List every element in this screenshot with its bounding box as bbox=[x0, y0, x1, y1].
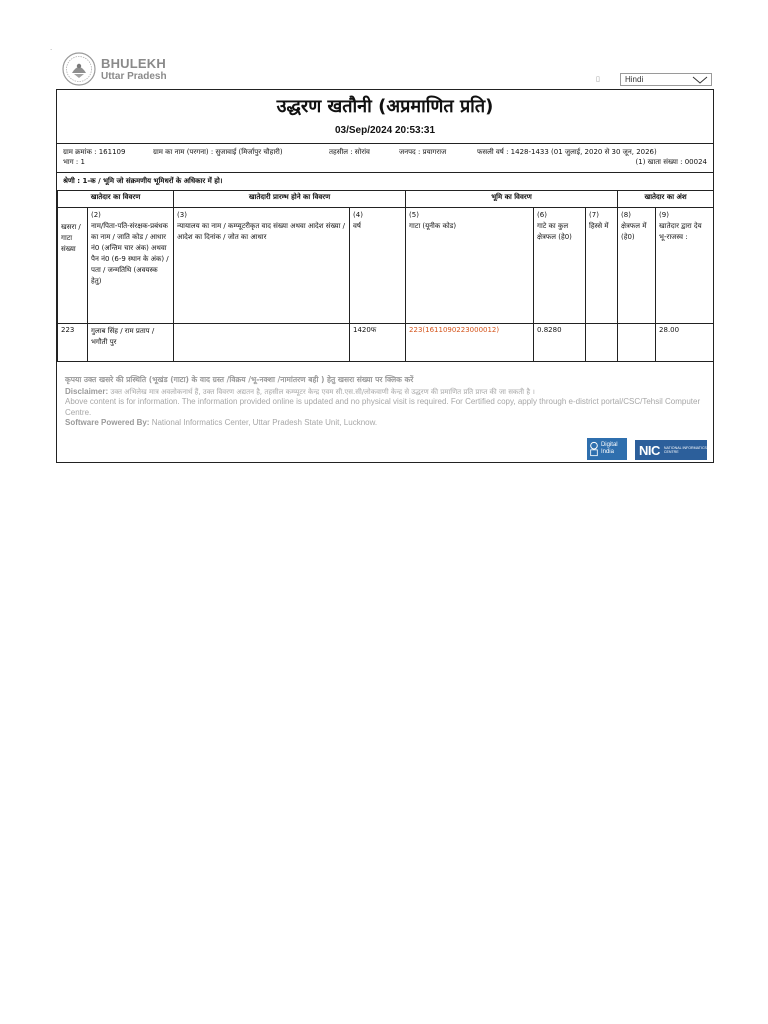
cell-rajasv: 28.00 bbox=[656, 324, 714, 362]
language-select[interactable] bbox=[620, 73, 712, 86]
up-emblem-icon bbox=[62, 52, 96, 86]
document-datetime: 03/Sep/2024 20:53:31 bbox=[334, 125, 436, 136]
group-header-ansh: खातेदार का अंश bbox=[618, 191, 714, 208]
khata-sankhya: (1) खाता संख्या : 00024 bbox=[635, 158, 707, 166]
cell-hissa bbox=[586, 324, 618, 362]
col-header-rajasv: (9) खातेदार द्वारा देय भू-राजस्व : bbox=[656, 208, 714, 324]
group-header-bhumi: भूमि का विवरण bbox=[406, 191, 618, 208]
col-header-naam: (2) नाम/पिता-पति-संरक्षक-प्रबंधक का नाम / जाति कोड / आधार नं0 (अन्तिम चार अंक) अथवा पैन नं0 (6-9 स्थान के अंक) / पता / जन्मतिथि (अवयस्क हेतु) bbox=[88, 208, 174, 324]
cell-nyayalay bbox=[174, 324, 350, 362]
col-header-kshetrafal: (6) गाटे का कुल क्षेत्रफल (हे0) bbox=[534, 208, 586, 324]
col-header-khasra: खसरा / गाटा संख्या bbox=[58, 208, 88, 324]
chevron-down-icon bbox=[692, 76, 708, 84]
gata-link[interactable]: 223(1611090223000012) bbox=[406, 324, 534, 362]
janpad: जनपद : प्रयागराज bbox=[399, 148, 447, 156]
disclaimer-hindi bbox=[65, 387, 705, 398]
digital-india-icon bbox=[589, 440, 599, 458]
footer-notes bbox=[65, 375, 705, 429]
col-header-hissa: (7) हिस्से में bbox=[586, 208, 618, 324]
col-header-gata: (5) गाटा (यूनीक कोड) bbox=[406, 208, 534, 324]
cell-kshetrafal: 0.8280 bbox=[534, 324, 586, 362]
khatauni-table bbox=[57, 190, 714, 362]
powered-label: Software Powered By: bbox=[65, 418, 150, 427]
col-header-varsh: (4) वर्ष bbox=[350, 208, 406, 324]
digital-india-text: Digital India bbox=[600, 442, 618, 455]
stray-dot: . bbox=[50, 44, 53, 52]
brand-state: Uttar Pradesh bbox=[101, 70, 167, 82]
cell-varsh: 1420फ bbox=[350, 324, 406, 362]
khatauni-document bbox=[56, 89, 714, 463]
nic-logo[interactable] bbox=[635, 440, 707, 460]
group-header-khatedari: खातेदारी प्रारम्भ होने का विवरण bbox=[174, 191, 406, 208]
brand-name: BHULEKH bbox=[101, 55, 166, 71]
divider bbox=[57, 172, 713, 173]
site-logo[interactable] bbox=[62, 52, 167, 86]
tehsil: तहसील : सोरांव bbox=[329, 148, 370, 156]
document-title: उद्धरण खतौनी (अप्रमाणित प्रति) bbox=[276, 96, 494, 117]
divider bbox=[57, 143, 713, 144]
powered-text: National Informatics Center, Uttar Pradesh State Unit, Lucknow. bbox=[151, 418, 378, 427]
cell-khasra: 223 bbox=[58, 324, 88, 362]
fasli-varsh: फसली वर्ष : 1428-1433 (01 जुलाई, 2020 से 30 जून, 2026) bbox=[477, 148, 657, 156]
disclaimer-hindi-text: उक्त अभिलेख मात्र अवलोकनार्थ हैं, उक्त विवरण अद्यतन है, तहसील कम्प्यूटर केन्द्र एवम सी.एस.सी/लोकवाणी केन्द्र से उद्धरण की प्रमाणित प्रति प्राप्त की जा सकती है । bbox=[110, 387, 535, 396]
nic-subtext: NATIONAL INFORMATICS CENTRE bbox=[663, 446, 707, 454]
col-header-kshetrafal-hissa: (8) क्षेत्रफल में (हे0) bbox=[618, 208, 656, 324]
khasra-click-note: कृपया उक्त खसरे की प्रस्थिति (भूखंड (गाटा) के वाद ग्रस्त /विक्रय /भू-नक्शा /नामांतरण बही ) हेतु खसरा संख्या पर क्लिक करें bbox=[65, 375, 414, 384]
powered-by bbox=[65, 418, 705, 429]
group-header-khatedar: खातेदार का विवरण bbox=[58, 191, 174, 208]
cell-kshetrafal-hissa bbox=[618, 324, 656, 362]
language-selected-value: Hindi bbox=[625, 75, 644, 84]
language-icon: ▯ bbox=[596, 75, 600, 83]
table-row bbox=[58, 324, 714, 362]
col-header-nyayalay: (3) न्यायालय का नाम / कम्प्यूटरीकृत वाद संख्या अथवा आदेश संख्या / आदेश का दिनांक / जोत का आधार bbox=[174, 208, 350, 324]
disclaimer-english: Above content is for information. The information provided online is updated and no physical visit is required. For Certified copy, apply through e-district portal/CSC/Tehsil Computer Centre. bbox=[65, 397, 701, 417]
nic-text: NIC bbox=[639, 442, 660, 458]
cell-naam: गुलाब सिंह / राम प्रताप / भगौती पुर bbox=[88, 324, 174, 362]
shreni: श्रेणी : 1-क / भूमि जो संक्रमणीय भूमिधरों के अधिकार में हो। bbox=[63, 177, 223, 185]
disclaimer-label: Disclaimer: bbox=[65, 386, 109, 396]
bhag: भाग : 1 bbox=[63, 158, 85, 166]
gram-kramank: ग्राम क्रमांक : 161109 bbox=[63, 148, 126, 156]
gram-naam: ग्राम का नाम (परगना) : सुजावाई (मिर्जापुर चौहारी) bbox=[153, 148, 283, 156]
digital-india-logo[interactable] bbox=[587, 438, 627, 460]
